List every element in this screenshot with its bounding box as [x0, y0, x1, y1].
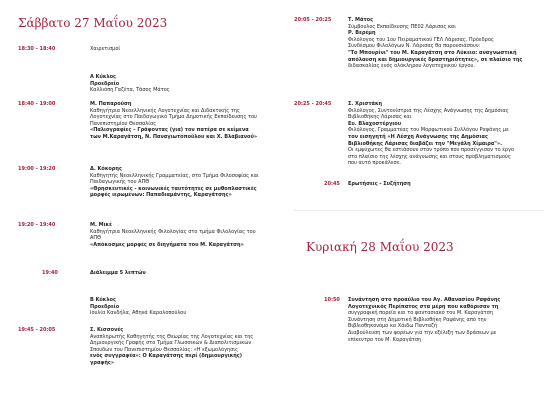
walk-line: Διαβούλευση των φορέων για την εξέλιξη των δράσεων με: [348, 329, 497, 336]
event-time: 19:00 - 19:20: [18, 166, 56, 172]
speaker-name: Ευ. Βλαχοστέργιου: [348, 120, 402, 127]
talk-title: Βιβλιοθήκης Λάρισας διαβάζει την "Μεγάλη Χίμαιρα"».: [348, 140, 503, 147]
talk-title: γραφής»: [90, 359, 115, 366]
talk-title: «Παλιογραφίες – Γράφοντας (για) τον πατέρα σε κείμενα: [90, 127, 249, 134]
speaker-affiliation: Συνδέσμου Φιλολόγων Ν. Λάρισας θα παρουσιάσουν:: [348, 43, 481, 50]
speaker-name: Δ. Κόκορης: [90, 166, 122, 172]
session-a: [90, 74, 200, 94]
walk-line: Συνάντηση στο προαύλιο του Αγ. Αθανασίου Ραψάνης: [348, 297, 501, 303]
event-time: 20:25 - 20:45: [294, 101, 332, 107]
talk-title: μορφές ιερωμένων: Παπαδιαμάντης, Καραγάτσης»: [90, 192, 232, 199]
speaker-affiliation: Φιλόλογος, Συντονίστρια της Λέσχης Ανάγνωσης της Δημόσιας: [348, 107, 509, 114]
speaker-affiliation: Σπουδών του Πανεπιστημίου Θεσσαλίας: «Η εξωμολόγησις: [90, 346, 239, 353]
speaker-affiliation: Λογοτεχνίας στο Παιδαγωγικό Τμήμα Δημοτικής Εκπαίδευσης του: [90, 114, 257, 121]
day1-title: Σάββατο 27 Μαΐου 2023: [18, 16, 168, 30]
event-time: 19:40: [42, 270, 58, 276]
speaker-affiliation: Καθηγήτρια Νεοελληνικής Φιλολογίας στο τμήμα Φιλολογίας του: [90, 228, 256, 235]
walk-highlight: Λογοτεχνικός Περίπατος στα μέρη που καθόρισαν τη: [348, 303, 499, 310]
speaker-affiliation: Δημιουργικής Γραφής στο Τμήμα Γλωσσικών & Διαπολιτισμικών: [90, 340, 252, 347]
talk-note: στο πλαίσιο της λέσχης ανάγνωσης και στους προβληματισμούς: [348, 153, 511, 160]
day2-title: Κυριακή 28 Μαΐου 2023: [306, 240, 454, 254]
speaker-affiliation: Πανεπιστημίου Θεσσαλίας: [90, 120, 157, 127]
speaker-affiliation: ΑΠΘ: [90, 235, 102, 242]
session-title: Β Κύκλος: [90, 297, 116, 303]
session-title: Α Κύκλος: [90, 74, 116, 80]
speaker-name: Μ. Μικέ: [90, 222, 112, 228]
session-chair-names: Ιουλία Κανδήλα, Αθηνά Καραλοπούλου: [90, 310, 187, 317]
talk-title: ενός συγγραφέα»: Ο Καραγάτσης περί (δημιουργικής): [90, 353, 243, 360]
event-text: Χαιρετισμοί: [90, 46, 121, 52]
event-text: Διάλειμμα 5 λεπτών: [90, 270, 146, 276]
speaker-affiliation: Παιδαγωγικής του ΑΠΘ: [90, 179, 150, 186]
talk-title: «Απόκοσμες μορφές σε διηγήματα του Μ. Καραγάτση»: [90, 241, 244, 248]
session-b: [90, 297, 220, 317]
talk-title: απόλαυση και δημιουργικές δραστηριότητες», σε πλαίσιο της: [348, 56, 523, 63]
speaker-affiliation: Βιβλιοθήκης Λάρισας και: [348, 114, 412, 121]
event-time: 20:05 - 20:25: [294, 17, 332, 23]
talk-title: "Το Μπουρίνι" του Μ. Καραγάτση στο Λύκειο: αναγνωστική: [348, 49, 517, 56]
divider: [294, 210, 544, 211]
event-time: 19:45 - 20:05: [18, 327, 56, 333]
speaker-affiliation: Αναπληρωτής Καθηγητής της Θεωρίας της Λογοτεχνίας και της: [90, 333, 254, 340]
speaker-name: Τ. Μάτος: [348, 17, 374, 23]
talk-note: που αυτό προκάλεσε.: [348, 160, 402, 167]
speaker-affiliation: Καθηγητής Νεοελληνικής Γραμματείας, στο Τμήμα Φιλοσοφίας και: [90, 172, 259, 179]
speaker-affiliation: Φιλόλογος του 1ου Πειραματικού ΓΕΛ Λάρισας, Πρόεδρος: [348, 36, 494, 43]
talk-title: των Μ.Καραγάτση, Ν. Παναγιωτοπούλου και Χ. Βλαβιανού»: [90, 133, 258, 140]
speaker-affiliation: Καθηγήτρια Νεοελληνικής Λογοτεχνίας και Διδακτικής της: [90, 107, 240, 114]
event-time: 18:40 - 19:00: [18, 101, 56, 107]
walk-line: συγγραφική πορεία και το φαντασιακό του Μ. Καραγάτση: [348, 310, 493, 317]
speaker-affiliation: Φιλόλογος, Γραμματέας του Μορφωτικού Συλλόγου Ραψάνης με: [348, 127, 509, 134]
walk-line: Βιβλιοθηκονόμο κα Χάιδω Πανταζή: [348, 323, 438, 330]
event-text: Ερωτήσεις - Συζήτηση: [348, 181, 411, 187]
talk-note: Οι εμψύχωτες θα εστιάσουν στον τρόπο που προσέγγισαν το έργο: [348, 147, 515, 154]
speaker-name: Σ. Χριστάκη: [348, 101, 383, 107]
session-chair-label: Προεδρείο: [90, 303, 120, 310]
talk-title: «Θρησκευτικές - κοινωνικές ταυτότητες σε μυθοπλαστικές: [90, 185, 257, 192]
walk-line: Συνάντηση στη Δημοτική Βιβλιοθήκη Ραψάνης από την: [348, 316, 487, 323]
speaker-name: Μ. Παπαρούση: [90, 101, 132, 107]
walk-line: επίκεντρο τον Μ. Καραγάτση: [348, 336, 422, 343]
session-chair-label: Προεδρείο: [90, 80, 120, 87]
event-time: 10:50: [324, 297, 340, 303]
talk-note: διδασκαλίας ενός ολόκληρου λογοτεχνικού έργου.: [348, 63, 475, 70]
speaker-affiliation: Σύμβουλος Εκπαίδευσης ΠΕ02 Λάρισας και: [348, 23, 456, 30]
speaker-name: Σ. Κισσονές: [90, 327, 124, 333]
event-time: 20:45: [324, 181, 340, 187]
event-time: 19:20 - 19:40: [18, 222, 56, 228]
event-time: 18:30 - 18:40: [18, 46, 56, 52]
talk-title: τον εισηγητή «Η Λέσχη Ανάγνωσης της Δημόσιας: [348, 133, 488, 140]
speaker-name: Ρ. Βερέμη: [348, 30, 376, 37]
session-chair-names: Καλλιόπη Γαζέτα, Τάσος Μάτος: [90, 87, 170, 94]
